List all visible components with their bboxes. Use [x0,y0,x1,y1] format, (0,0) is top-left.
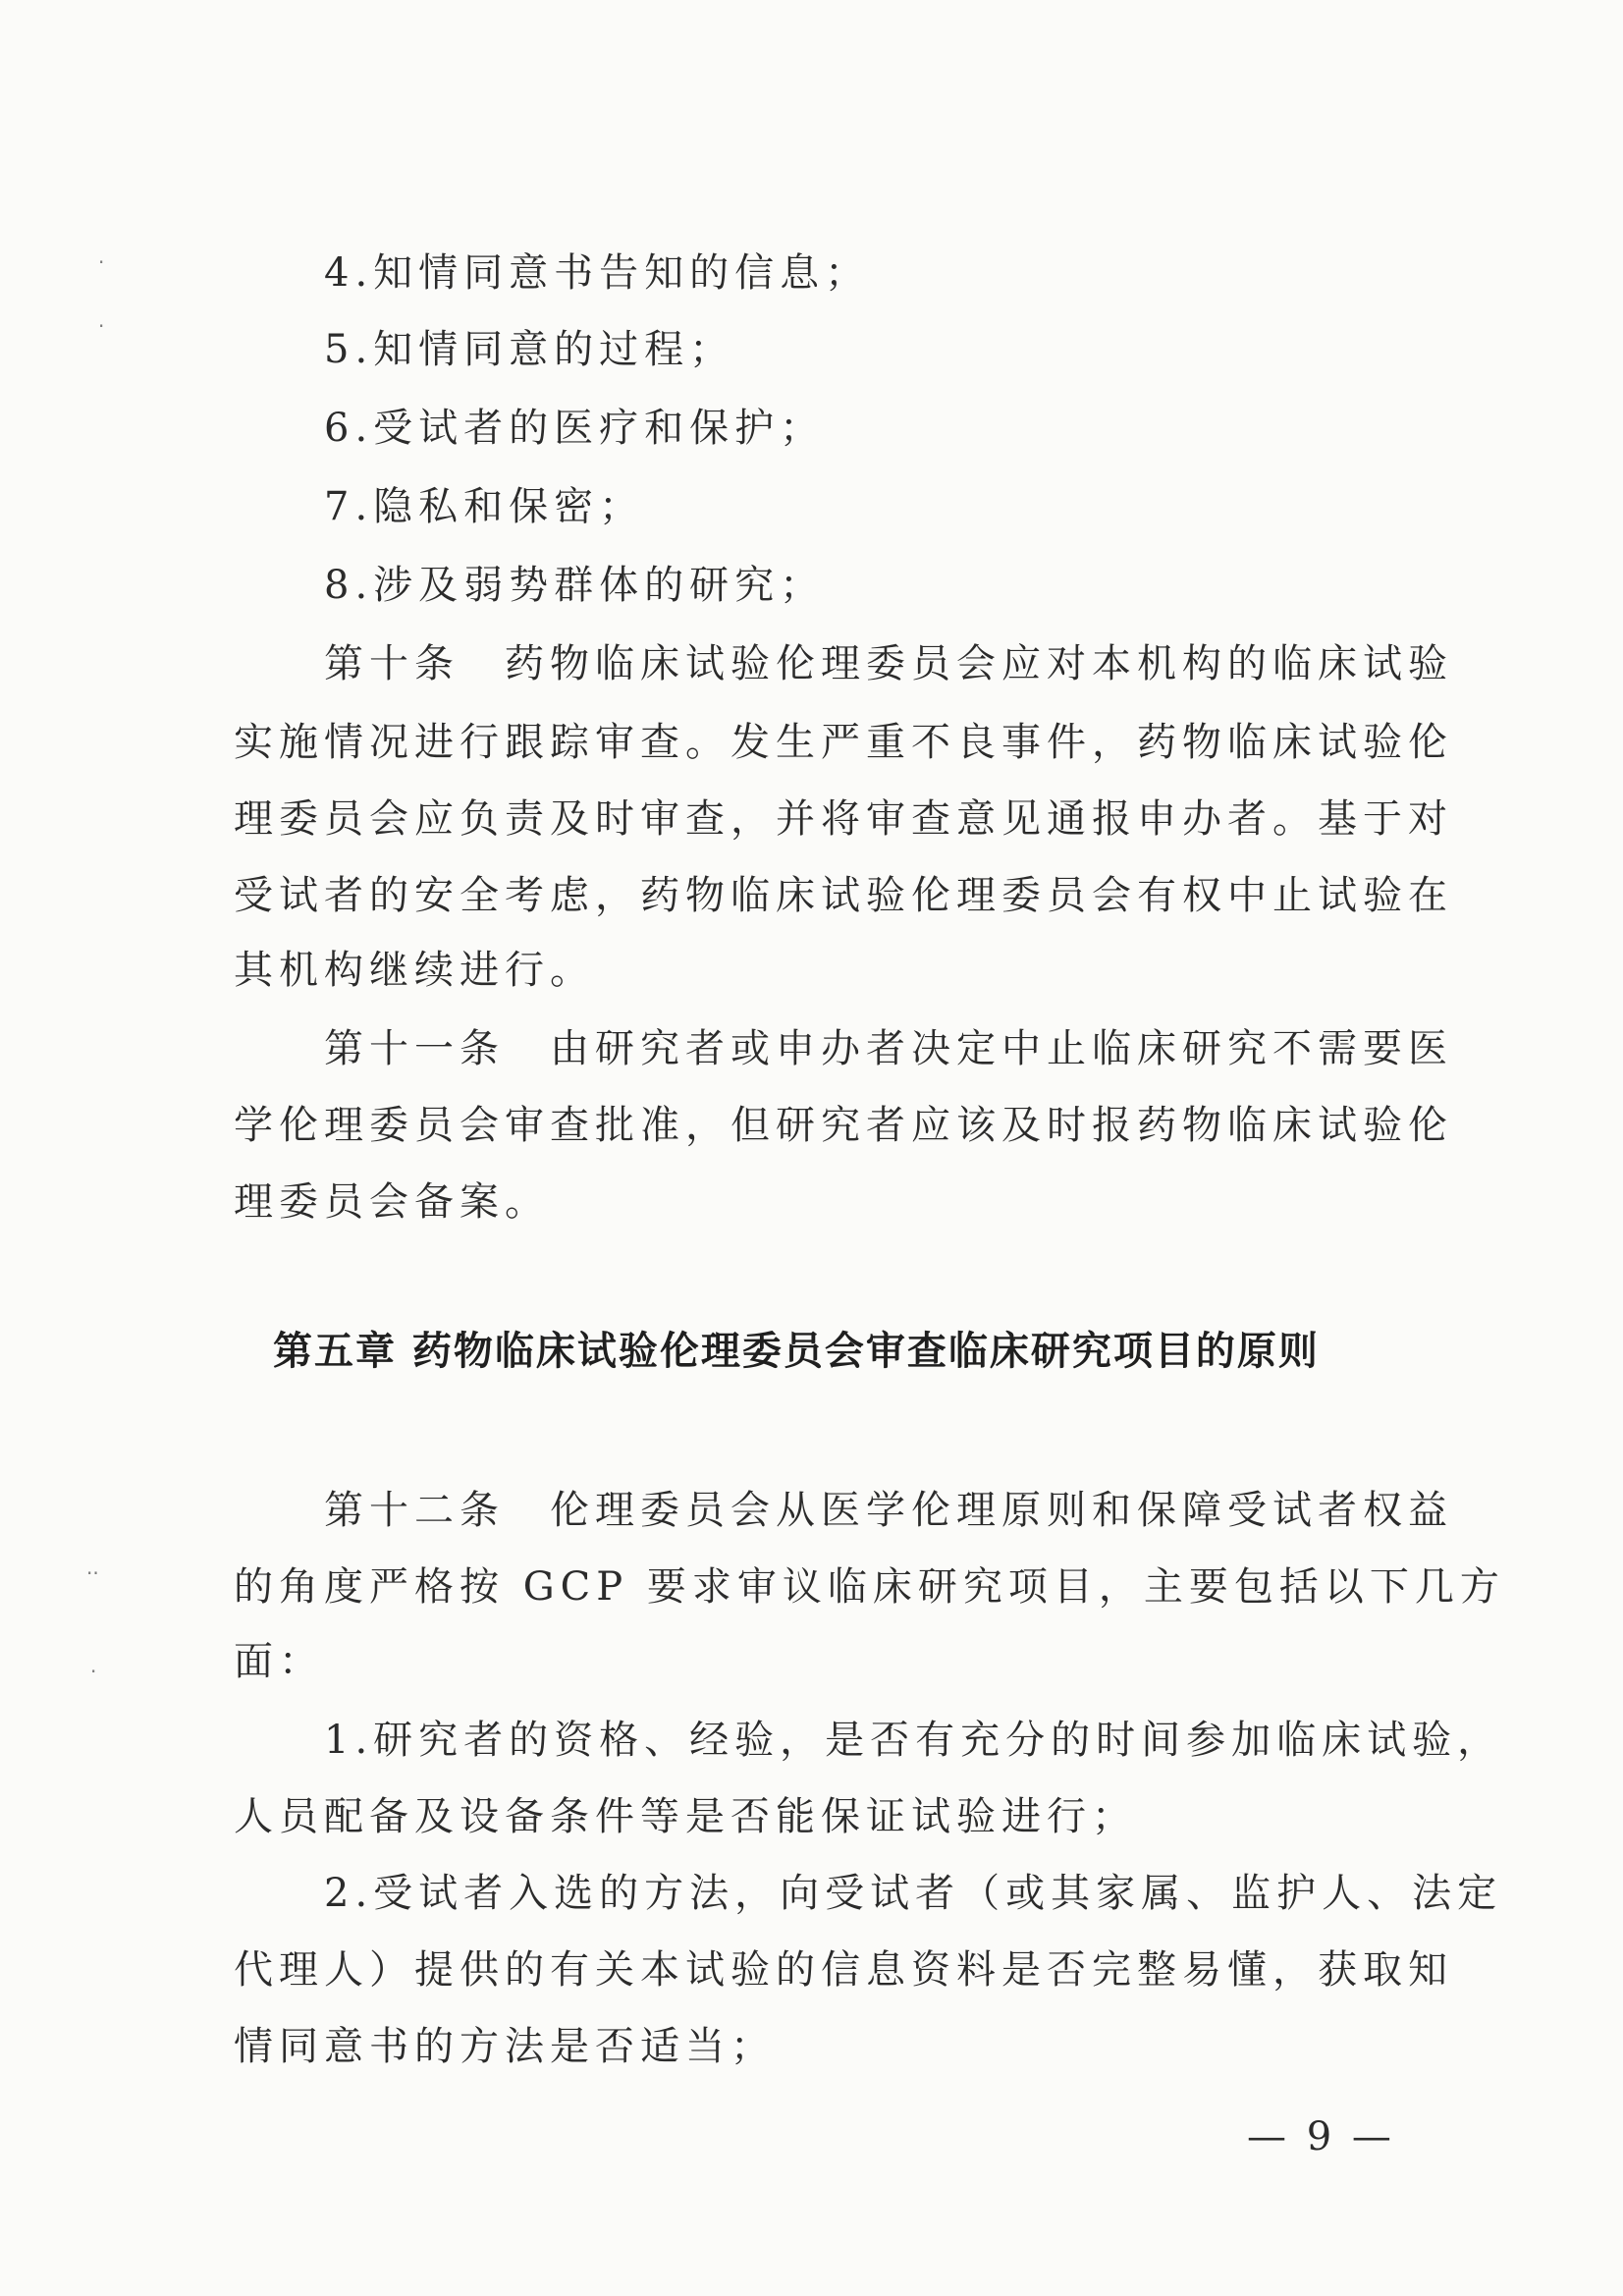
review-item-1-line: 1.研究者的资格、经验，是否有充分的时间参加临床试验， [324,1718,1503,1763]
margin-speck: · [90,1660,97,1683]
list-item-7: 7.隐私和保密； [324,484,645,529]
article-12-line: 面： [234,1639,324,1684]
review-item-2-line: 代理人）提供的有关本试验的信息资料是否完整易懂，获取知 [234,1947,1453,1993]
chapter-heading: 第五章 药物临床试验伦理委员会审查临床研究项目的原则 [273,1329,1320,1374]
list-item-6: 6.受试者的医疗和保护； [324,406,826,451]
article-11-line: 理委员会备案。 [234,1179,550,1225]
review-item-2-line: 情同意书的方法是否适当； [234,2024,776,2069]
page-number: — 9 — [1247,2114,1395,2159]
list-item-4: 4.知情同意书告知的信息； [324,250,871,296]
article-10-line: 实施情况进行跟踪审查。发生严重不良事件，药物临床试验伦 [234,720,1453,765]
article-12-line: 的角度严格按 GCP 要求审议临床研究项目，主要包括以下几方 [234,1564,1505,1610]
margin-speck: ·· [86,1561,99,1585]
margin-speck: · [98,314,105,338]
review-item-2-line: 2.受试者入选的方法，向受试者（或其家属、监护人、法定 [324,1871,1503,1916]
article-10-line: 第十条 药物临床试验伦理委员会应对本机构的临床试验 [324,641,1453,686]
article-10-line: 理委员会应负责及时审查，并将审查意见通报申办者。基于对 [234,796,1453,842]
article-10-line: 其机构继续进行。 [234,948,595,993]
article-11-line: 第十一条 由研究者或申办者决定中止临床研究不需要医 [324,1026,1453,1071]
list-item-8: 8.涉及弱势群体的研究； [324,563,826,608]
review-item-1-line: 人员配备及设备条件等是否能保证试验进行； [234,1794,1137,1839]
article-11-line: 学伦理委员会审查批准，但研究者应该及时报药物临床试验伦 [234,1103,1453,1148]
margin-speck: · [98,250,105,274]
list-item-5: 5.知情同意的过程； [324,327,735,372]
article-10-line: 受试者的安全考虑，药物临床试验伦理委员会有权中止试验在 [234,873,1453,918]
article-12-line: 第十二条 伦理委员会从医学伦理原则和保障受试者权益 [324,1488,1453,1533]
